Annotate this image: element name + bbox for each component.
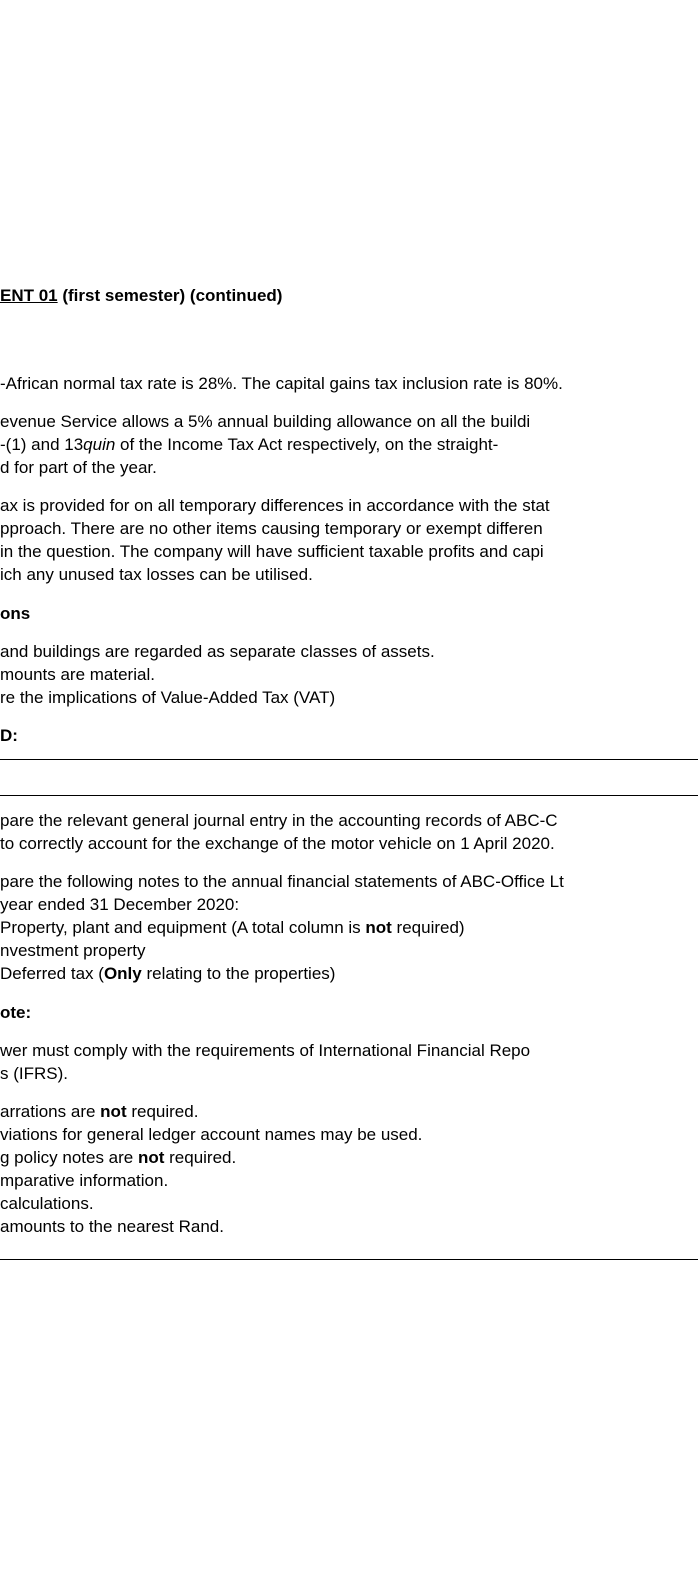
divider-second [0,795,698,796]
assignment-subtitle: (first semester) (continued) [57,286,283,305]
question-b-line-2: year ended 31 December 2020: [0,895,240,914]
policy-bold: not [137,1148,165,1167]
please-note-heading: ote: [0,1003,32,1022]
ifrs-compliance-line-2: s (IFRS). [0,1064,68,1083]
deferred-tax-line-2: pproach. There are no other items causing temporary or exempt differen [0,519,543,538]
divider-top [0,759,698,760]
abbreviations-note: viations for general ledger account names may be used. [0,1125,423,1144]
policy-note [0,1148,236,1168]
allowance-quin: quin [83,435,116,454]
assignment-heading [0,286,282,306]
building-allowance-line-2 [0,435,498,455]
narrations-note [0,1102,198,1122]
allowance-rest: of the Income Tax Act respectively, on the straight- [115,435,499,454]
deferred-tax-line-1: ax is provided for on all temporary differences in accordance with the stat [0,496,550,515]
note-ppe-bold: not [365,918,392,937]
required-heading: D: [0,726,18,745]
assumption-item-3: re the implications of Value-Added Tax (VAT) [0,688,336,707]
question-a-line-2: to correctly account for the exchange of the motor vehicle on 1 April 2020. [0,834,555,853]
allowance-sections: -(1) and 13 [0,435,84,454]
assumption-item-2: mounts are material. [0,665,155,684]
note-ppe-end: required) [391,918,465,937]
building-allowance-line-3: d for part of the year. [0,458,157,477]
note-deferred-end: relating to the properties) [141,964,336,983]
rounding-note: amounts to the nearest Rand. [0,1217,224,1236]
note-deferred-bold: Only [103,964,142,983]
deferred-tax-line-3: in the question. The company will have sufficient taxable profits and capi [0,542,544,561]
assignment-number: ENT 01 [0,286,58,305]
assumptions-heading: ons [0,604,31,623]
narrations-end: required. [126,1102,199,1121]
policy-text: g policy notes are [0,1148,138,1167]
divider-bottom [0,1259,698,1260]
assumption-item-1: and buildings are regarded as separate classes of assets. [0,642,435,661]
narrations-text: arrations are [0,1102,101,1121]
comparative-note: mparative information. [0,1171,169,1190]
calculations-note: calculations. [0,1194,94,1213]
note-deferred-text: Deferred tax ( [0,964,104,983]
normal-tax-rate-text: -African normal tax rate is 28%. The capital gains tax inclusion rate is 80%. [0,374,563,393]
question-a-line-1: pare the relevant general journal entry in the accounting records of ABC-C [0,811,558,830]
note-ppe [0,918,465,938]
question-b-line-1: pare the following notes to the annual financial statements of ABC-Office Lt [0,872,564,891]
policy-end: required. [164,1148,237,1167]
deferred-tax-line-4: ich any unused tax losses can be utilised. [0,565,313,584]
note-ppe-text: Property, plant and equipment (A total column is [0,918,366,937]
note-deferred-tax [0,964,335,984]
ifrs-compliance-line-1: wer must comply with the requirements of International Financial Repo [0,1041,531,1060]
note-investment-property: nvestment property [0,941,146,960]
building-allowance-line-1: evenue Service allows a 5% annual building allowance on all the buildi [0,412,531,431]
narrations-bold: not [100,1102,127,1121]
